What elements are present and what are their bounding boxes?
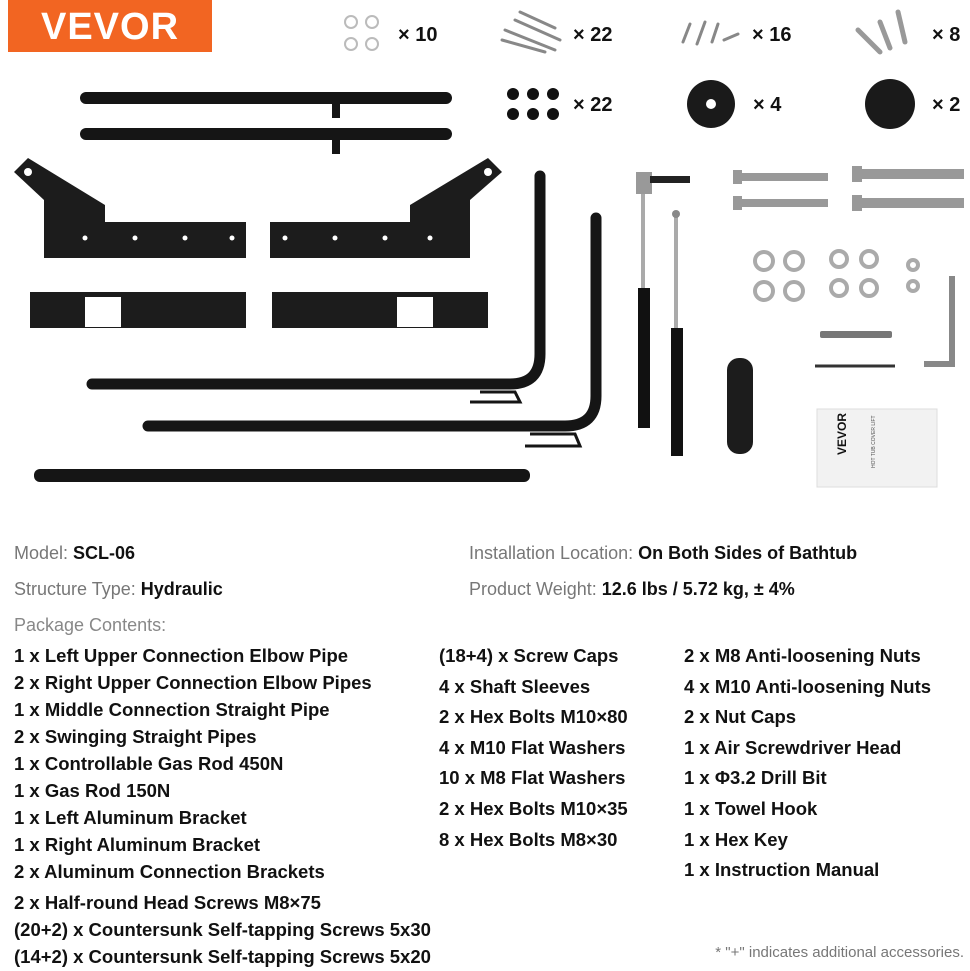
list-item: 10 x M8 Flat Washers xyxy=(439,767,626,789)
spec-model-value: SCL-06 xyxy=(73,543,136,563)
list-item: 4 x M10 Flat Washers xyxy=(439,736,626,758)
connection-brackets xyxy=(30,292,488,328)
list-item: 2 x Half-round Head Screws M8×75 xyxy=(14,892,321,913)
towel-hook xyxy=(727,358,753,454)
list-item: 2 x M8 Anti-loosening Nuts xyxy=(684,645,921,666)
list-item: 8 x Hex Bolts M8×30 xyxy=(439,828,618,850)
qty-screws-large: × 22 xyxy=(573,24,613,46)
spec-location-value: On Both Sides of Bathtub xyxy=(638,543,858,563)
list-item: 1 x Air Screwdriver Head xyxy=(684,736,902,758)
middle-straight-pipe xyxy=(34,469,530,482)
spec-model-label: Model: xyxy=(14,543,69,563)
screwdriver-bit-and-drill xyxy=(815,331,895,366)
manual-brand: VEVOR xyxy=(835,412,849,455)
list-item: 2 x Right Upper Connection Elbow Pipes xyxy=(14,672,372,693)
hex-bolts xyxy=(733,166,964,211)
package-list-column-3 xyxy=(684,641,931,886)
list-item: 1 x Towel Hook xyxy=(684,797,818,819)
list-item: 1 x Right Aluminum Bracket xyxy=(14,834,261,855)
flat-washers-small-icon xyxy=(345,16,378,50)
list-item: (18+4) x Screw Caps xyxy=(439,645,619,666)
list-item: 4 x M10 Anti-loosening Nuts xyxy=(684,675,932,697)
vevor-logo: VEVOR xyxy=(8,0,212,52)
spec-structure xyxy=(14,579,223,600)
short-screws-icon xyxy=(683,22,738,44)
spec-structure-value: Hydraulic xyxy=(140,579,223,599)
gas-rods xyxy=(636,172,690,456)
qty-screws-small: × 16 xyxy=(752,24,792,46)
aluminum-brackets xyxy=(14,158,502,258)
nut-cap-icon xyxy=(865,79,915,129)
list-item: 1 x Left Aluminum Bracket xyxy=(14,807,247,828)
list-item: 4 x Shaft Sleeves xyxy=(439,675,591,697)
list-item: (20+2) x Countersunk Self-tapping Screws 5x30 xyxy=(14,919,431,940)
shaft-sleeve-icon xyxy=(687,80,735,128)
upper-straight-pipes xyxy=(80,92,452,154)
hex-key xyxy=(924,276,952,364)
list-item: 1 x Hex Key xyxy=(684,828,788,850)
list-item: 2 x Swinging Straight Pipes xyxy=(14,726,257,747)
spec-model xyxy=(14,543,135,564)
qty-shaft-sleeves: × 4 xyxy=(753,94,782,116)
self-tapping-screws-icon xyxy=(502,12,560,52)
spec-weight xyxy=(469,579,795,600)
spec-weight-label: Product Weight: xyxy=(469,579,597,599)
list-item: 2 x Hex Bolts M10×35 xyxy=(439,797,628,819)
package-list-column-2 xyxy=(439,641,628,855)
footnote: * "+" indicates additional accessories. xyxy=(715,944,964,961)
qty-screw-caps: × 22 xyxy=(573,94,613,116)
list-item: 2 x Nut Caps xyxy=(684,706,797,728)
spec-location-label: Installation Location: xyxy=(469,543,634,563)
spec-location xyxy=(469,543,857,564)
list-item: 1 x Middle Connection Straight Pipe xyxy=(14,699,330,720)
screw-caps-icon xyxy=(507,88,559,120)
manual-subtitle: HOT TUB COVER LIFT xyxy=(871,415,877,468)
half-round-bolts-icon xyxy=(858,12,905,52)
list-item: 2 x Hex Bolts M10×80 xyxy=(439,706,628,728)
washers-and-nuts xyxy=(755,251,918,300)
list-item: 1 x Controllable Gas Rod 450N xyxy=(14,753,284,774)
spec-structure-label: Structure Type: xyxy=(14,579,136,599)
qty-nut-caps: × 2 xyxy=(932,94,961,116)
list-item: 2 x Aluminum Connection Brackets xyxy=(14,861,325,882)
instruction-manual xyxy=(817,409,937,487)
list-item: 1 x Left Upper Connection Elbow Pipe xyxy=(14,645,349,666)
list-item: 1 x Instruction Manual xyxy=(684,859,880,881)
list-item: 1 x Φ3.2 Drill Bit xyxy=(684,767,827,789)
pipe-hooks xyxy=(470,392,580,446)
qty-bolts: × 8 xyxy=(932,24,961,46)
package-list-column-1 xyxy=(14,642,431,970)
list-item: 1 x Gas Rod 150N xyxy=(14,780,171,801)
qty-washers: × 10 xyxy=(398,24,438,46)
spec-weight-value: 12.6 lbs / 5.72 kg, ± 4% xyxy=(601,579,795,599)
package-contents-title: Package Contents: xyxy=(14,615,167,635)
list-item: (14+2) x Countersunk Self-tapping Screws 5x20 xyxy=(14,946,431,967)
